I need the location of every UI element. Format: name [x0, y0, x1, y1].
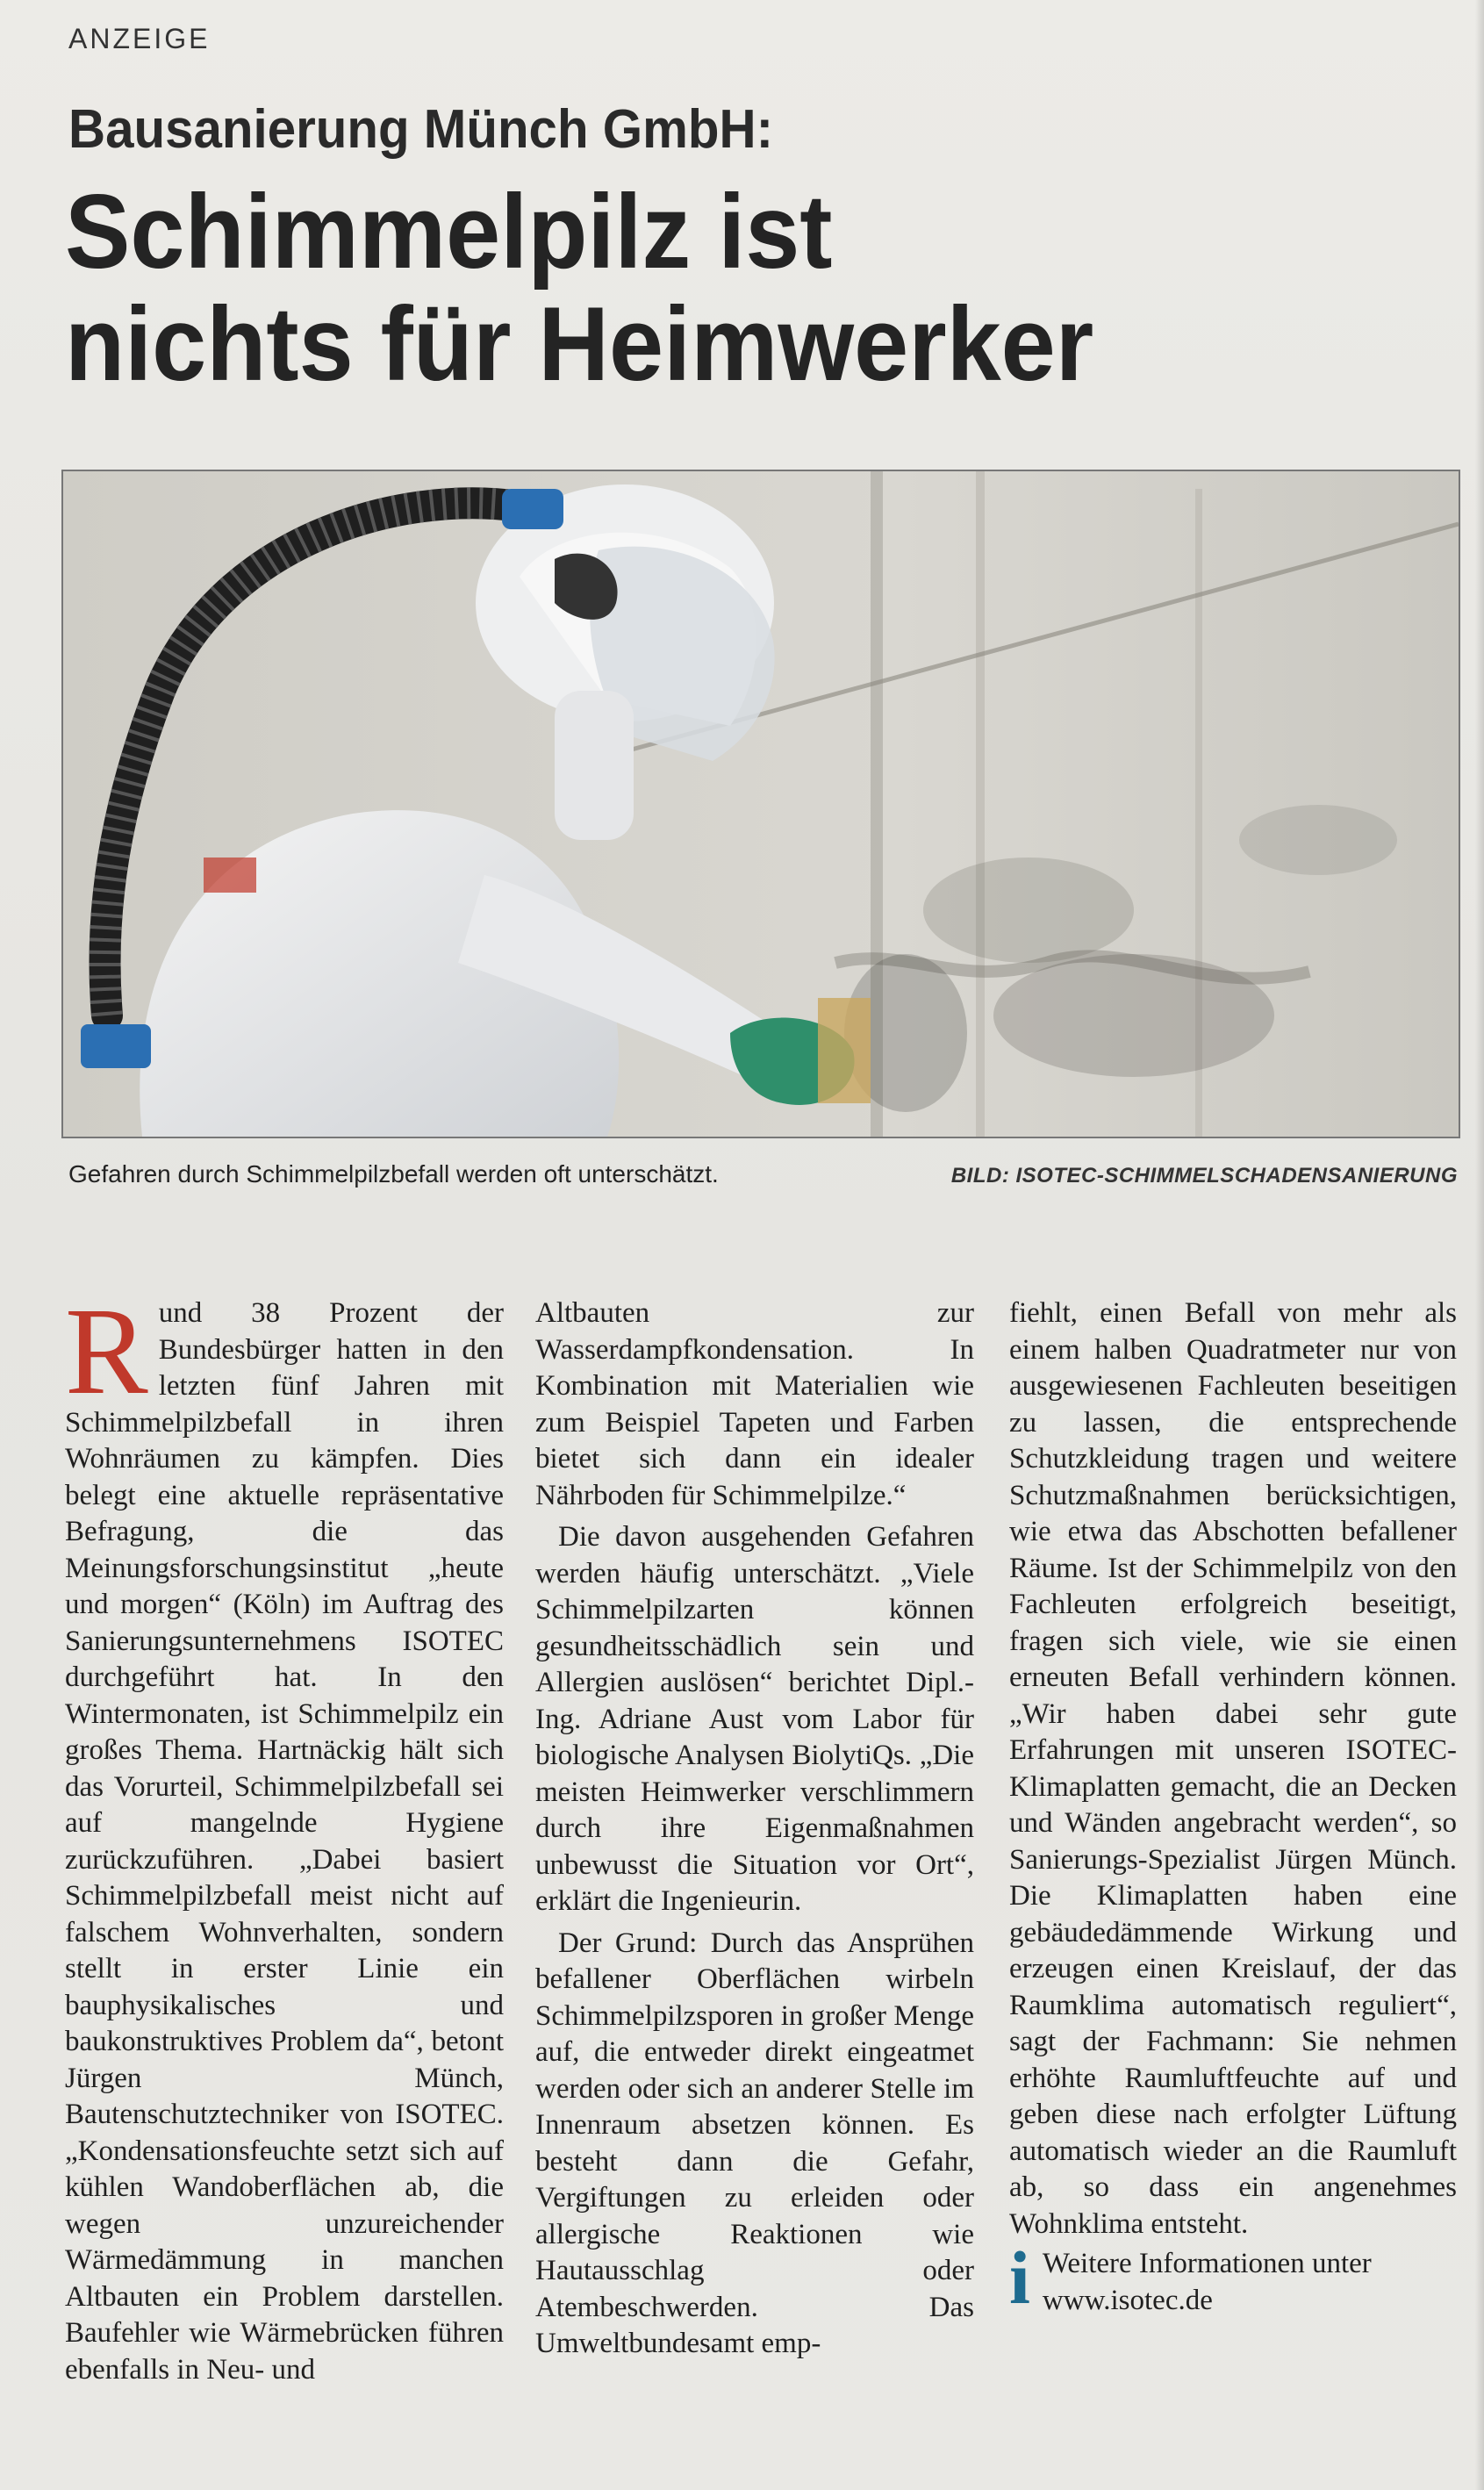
page-fold-shadow [1475, 0, 1484, 2490]
photo-credit: BILD: ISOTEC-SCHIMMELSCHADENSANIERUNG [950, 1164, 1458, 1188]
paragraph-text: und 38 Prozent der Bundesbürger hatten in den letzten fünf Jahren mit Schimmelpilzbefall in ihren Wohnräumen zu kämpfen. Dies belegt eine aktuelle repräsentative Befragung, die das Meinungsforschungsinstitut „heute und morgen“ (Köln) im Auftrag des Sanierungsunternehmens ISOTEC durchgeführt hat. In den Wintermonaten, ist Schimmelpilz ein großes Thema. Hartnäckig hält sich das Vorurteil, Schimmelpilzbefall sei auf mangelnde Hygiene zurückzuführen. „Dabei basiert Schimmelpilzbefall meist nicht auf falschem Wohnverhalten, sondern stellt in erster Linie ein bauphysikalisches und baukonstruktives Problem da“, betont Jürgen Münch, Bautenschutztechniker von ISOTEC. „Kondensationsfeuchte setzt sich auf kühlen Wandoberflächen ab, die wegen unzureichender Wärmedämmung in manchen Altbauten ein Problem darstellen. Baufehler wie Wärmebrücken führen ebenfalls in Neu- und [65, 1297, 504, 2386]
headline-line-2: nichts für Heimwerker [65, 285, 1094, 403]
paragraph [65, 1281, 504, 2388]
info-text[interactable]: Weitere Informationen unter www.isotec.de [1042, 2248, 1372, 2316]
main-headline [65, 173, 1249, 403]
article-column-3 [1009, 1295, 1457, 2319]
dropcap: R [65, 1281, 148, 1420]
paragraph: fiehlt, einen Befall von mehr als einem halben Quadratmeter nur von ausgewiesenen Fachleuten beseitigen zu lassen, die entsprechende Schutzkleidung tragen und weitere Schutzmaßnahmen berücksichtigen, wie etwa das Abschotten befallener Räume. Ist der Schimmelpilz von den Fachleuten erfolgreich beseitigt, fragen sich viele, wie sie einen erneuten Befall verhindern können. „Wir haben dabei sehr gute Erfahrungen mit unseren ISOTEC-Klimaplatten gemacht, die an Decken und Wänden angebracht werden“, so Sanierungs-Spezialist Jürgen Münch. Die Klimaplatten haben eine gebäudedämmende Wirkung und erzeugen einen Kreislauf, der das Raumklima automatisch reguliert“, sagt der Fachmann: Sie nehmen erhöhte Raumluftfeuchte auf und geben diese nach erfolgter Lüftung automatisch wieder an die Raumluft ab, so dass ein angenehmes Wohnklima entsteht. [1009, 1297, 1457, 2240]
ad-label: ANZEIGE [68, 23, 211, 54]
photo-caption: Gefahren durch Schimmelpilzbefall werden oft unterschätzt. [68, 1160, 719, 1188]
kicker-headline: Bausanierung Münch GmbH: [68, 99, 774, 160]
info-icon: i [1009, 2235, 1030, 2320]
info-box [1009, 2235, 1457, 2320]
article-photo [61, 470, 1460, 1138]
headline-line-1: Schimmelpilz ist [65, 173, 833, 291]
photo-illustration [63, 471, 1459, 1137]
article-column-2 [535, 1295, 974, 2363]
article-column-1 [65, 1281, 504, 2388]
paragraph: Altbauten zur Wasserdampfkondensation. In Kombination mit Materialien wie zum Beispiel Tapeten und Farben bietet sich dann ein idealer Nährboden für Schimmelpilze.“ [535, 1297, 974, 1511]
paragraph: Der Grund: Durch das Ansprühen befallener Oberflächen wirbeln Schimmelpilzsporen in großer Menge auf, die entweder direkt eingeatmet werden oder sich an anderer Stelle im Innenraum absetzen können. Es besteht dann die Gefahr, Vergiftungen zu erleiden oder allergische Reaktionen wie Hautausschlag oder Atembeschwerden. Das Umweltbundesamt emp- [535, 1927, 974, 2359]
paragraph: Die davon ausgehenden Gefahren werden häufig unterschätzt. „Viele Schimmelpilzarten können gesundheitsschädlich sein und Allergien auslösen“ berichtet Dipl.-Ing. Adriane Aust vom Labor für biologische Analysen BiolytiQs. „Die meisten Heimwerker verschlimmern durch ihre Eigenmaßnahmen unbewusst die Situation vor Ort“, erklärt die Ingenieurin. [535, 1521, 974, 1917]
